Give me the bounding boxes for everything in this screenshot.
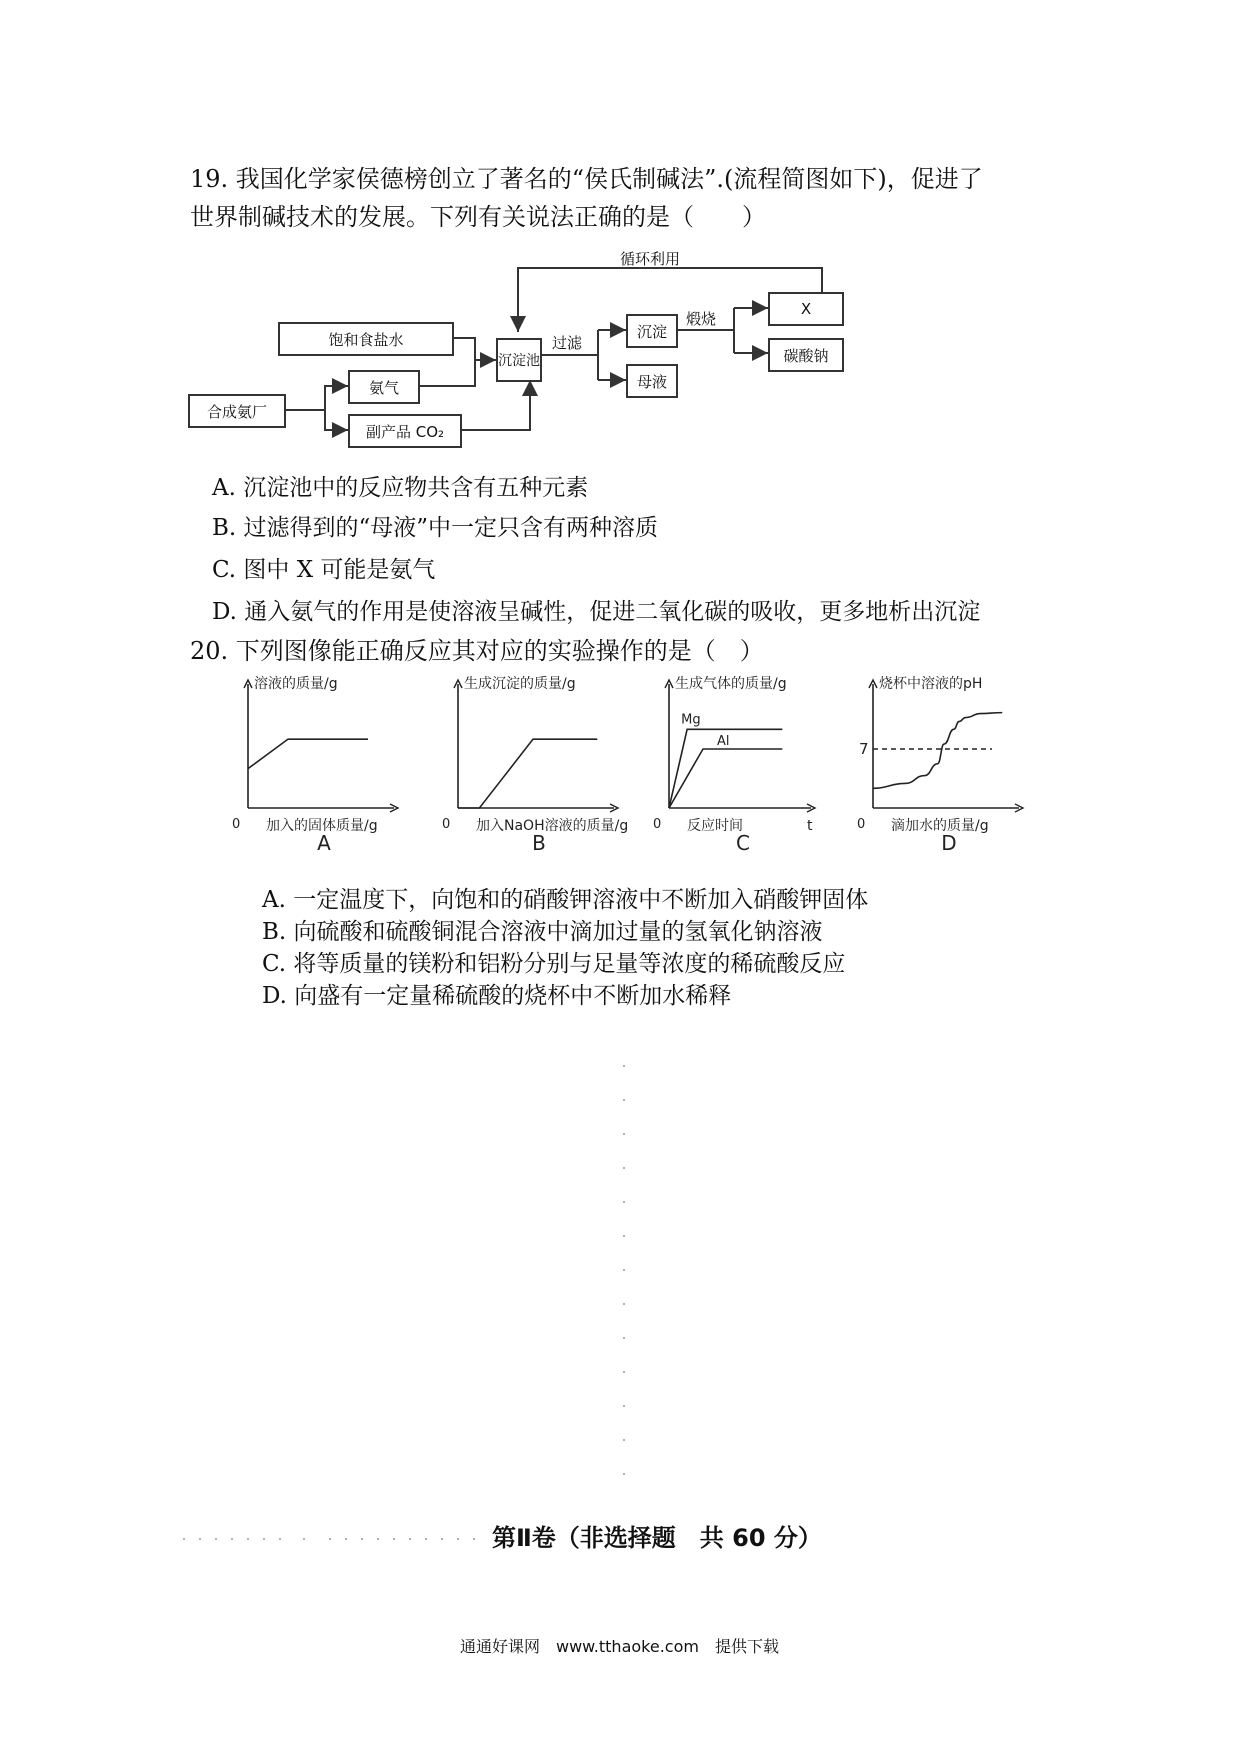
box-mother-liquor: 母液	[626, 364, 678, 398]
box-co2: 副产品 CO₂	[348, 414, 462, 448]
q20-option-a: A. 一定温度下，向饱和的硝酸钾溶液中不断加入硝酸钾固体	[262, 887, 869, 913]
q19-option-c: C. 图中 X 可能是氨气	[212, 557, 436, 583]
y-axis-label: 生成沉淀的质量/g	[464, 676, 576, 692]
flow-diagram	[180, 250, 880, 450]
q19-option-d: D. 通入氨气的作用是使溶液呈碱性，促进二氧化碳的吸收，更多地析出沉淀	[212, 599, 981, 625]
origin-label: 0	[653, 817, 662, 832]
chart-b	[440, 672, 629, 855]
label-recycle: 循环利用	[620, 250, 681, 268]
q19-stem-line2: 世界制碱技术的发展。下列有关说法正确的是（ ）	[190, 203, 766, 231]
chart-c-svg	[655, 672, 815, 857]
x-axis-label: 加入的固体质量/g	[266, 818, 378, 834]
box-ammonia: 氨气	[348, 370, 420, 404]
x-axis-label: 加入NaOH溶液的质量/g	[476, 818, 629, 834]
series-line-0	[873, 713, 1002, 789]
y-axis-label: 生成气体的质量/g	[675, 676, 787, 692]
footer-credit: 通通好课网 www.tthaoke.com 提供下载	[460, 1637, 779, 1656]
scan-dotted-row	[180, 1534, 490, 1544]
q20-stem: 20. 下列图像能正确反应其对应的实验操作的是（ ）	[190, 637, 764, 665]
box-ammonia-plant: 合成氨厂	[188, 394, 286, 428]
q19-option-a: A. 沉淀池中的反应物共含有五种元素	[212, 475, 589, 501]
origin-label: 0	[232, 817, 241, 832]
chart-a	[230, 672, 400, 855]
q20-option-c: C. 将等质量的镁粉和铝粉分别与足量等浓度的稀硫酸反应	[262, 951, 846, 977]
series-line-al	[669, 749, 782, 808]
q19-option-b: B. 过滤得到的“母液”中一定只含有两种溶质	[212, 515, 659, 541]
box-sodium-carbonate: 碳酸钠	[768, 338, 844, 372]
box-precipitate: 沉淀	[626, 314, 678, 348]
chart-c	[653, 672, 815, 855]
label-calcine: 煅烧	[686, 310, 717, 328]
reference-label: 7	[859, 740, 869, 758]
q20-option-d: D. 向盛有一定量稀硫酸的烧杯中不断加水稀释	[262, 983, 732, 1009]
series-line-0	[458, 739, 597, 808]
chart-a-svg	[230, 672, 400, 857]
box-x: X	[768, 292, 844, 326]
scan-dotted-line	[620, 1060, 630, 1500]
q19-stem-line1: 19. 我国化学家侯德榜创立了著名的“侯氏制碱法”.(流程简图如下)，促进了	[190, 165, 983, 193]
box-brine: 饱和食盐水	[278, 322, 454, 356]
series-label-mg: Mg	[681, 712, 701, 728]
y-axis-label: 溶液的质量/g	[254, 676, 338, 692]
y-axis-label: 烧杯中溶液的pH	[879, 676, 983, 692]
chart-d-svg	[855, 672, 1025, 857]
origin-label: 0	[857, 817, 866, 832]
chart-letter-a: A	[317, 831, 331, 855]
x-axis-unit-t: t	[807, 818, 813, 834]
chart-letter-b: B	[532, 831, 546, 855]
origin-label: 0	[442, 817, 451, 832]
chart-letter-d: D	[941, 831, 957, 855]
series-line-0	[248, 739, 368, 769]
label-filter: 过滤	[552, 334, 583, 352]
chart-letter-c: C	[736, 831, 750, 855]
x-axis-label: 滴加水的质量/g	[891, 818, 989, 834]
section-title: 第Ⅱ卷（非选择题 共 60 分）	[492, 1524, 822, 1552]
series-label-al: Al	[717, 734, 730, 749]
chart-d	[855, 672, 1025, 855]
q20-option-b: B. 向硫酸和硫酸铜混合溶液中滴加过量的氢氧化钠溶液	[262, 919, 823, 945]
box-precipitation-pool: 沉淀池	[496, 338, 542, 382]
x-axis-label: 反应时间	[687, 818, 743, 834]
chart-b-svg	[440, 672, 629, 857]
